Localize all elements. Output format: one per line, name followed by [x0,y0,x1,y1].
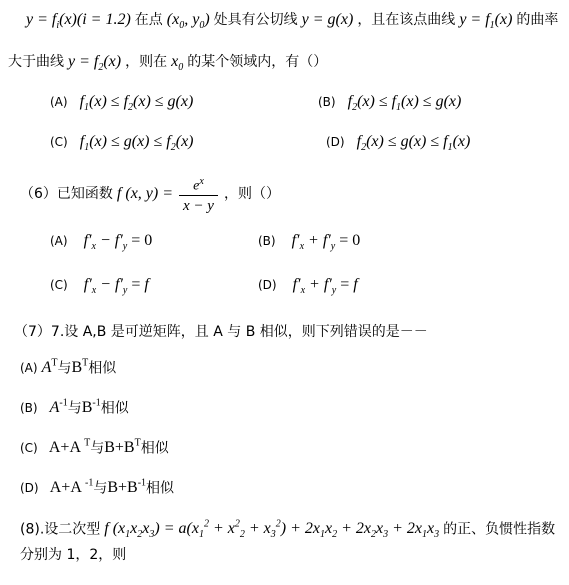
q5-line2: 大于曲线 $y = f_2(x)$ ，则在 $x_0$ 的某个领域内，有（） [8,53,328,74]
q6-option-c: (C) $f'_x - f'_y = f$ [50,276,149,297]
q7-title: （7）7.设 A,B 是可逆矩阵，且 A 与 B 相似，则下列错误的是－－ [14,324,428,340]
q7-option-d: (D) A+A $^{-1}$与$B+B^{-1}$相似 [20,478,175,497]
q6-line: （6）已知函数 f (x, y) = $\frac{e^x}{x - y}$ ，则（） [20,175,280,215]
q7-option-c: (C) A+A $^T$与$B+B^T$相似 [20,438,169,457]
q8-line1: (8).设二次型 f $(x_1x_2x_3) = a(x_1^2 + x^2_2 + x_3^2) + 2x_1x_2 + 2x_2x_3 + 2x_1x_3$ 的正、负惯性指数 [20,519,556,541]
q6-option-b: (B) $f'_x + f'_y = 0$ [258,232,361,253]
q7-option-a: (A) $A^T$与$B^T$相似 [20,358,117,377]
q6-option-a: (A) $f'_x - f'_y = 0$ [50,232,153,253]
q5-option-d: (D) $f_2(x) \le g(x) \le f_1(x)$ [326,133,471,154]
q7-option-b: (B) $A^{-1}$与$B^{-1}$相似 [20,398,129,417]
q8-line2: 分别为 1，2，则 [20,547,127,563]
q5-option-b: (B) $f_2(x) \le f_1(x) \le g(x)$ [318,93,462,114]
q5-formula-y: $y = f_i(x)(i = 1.2)$ [26,11,131,32]
q5-line1: $y = f_i(x)(i = 1.2)$ 在点 ($x_0$, $y_0$) 处具有公切线 y = g(x) ，且在该点曲线 $y = f_1(x)$ 的曲率 [26,11,559,32]
q5-option-c: (C) $f_1(x) \le g(x) \le f_2(x)$ [50,133,194,154]
q5-text: 在点 [134,12,163,28]
q6-fraction: $\frac{e^x}{x - y}$ [179,174,218,216]
q5-option-a: (A) $f_1(x) \le f_2(x) \le g(x)$ [50,93,194,114]
q6-option-d: (D) $f'_x + f'_y = f$ [258,276,358,297]
